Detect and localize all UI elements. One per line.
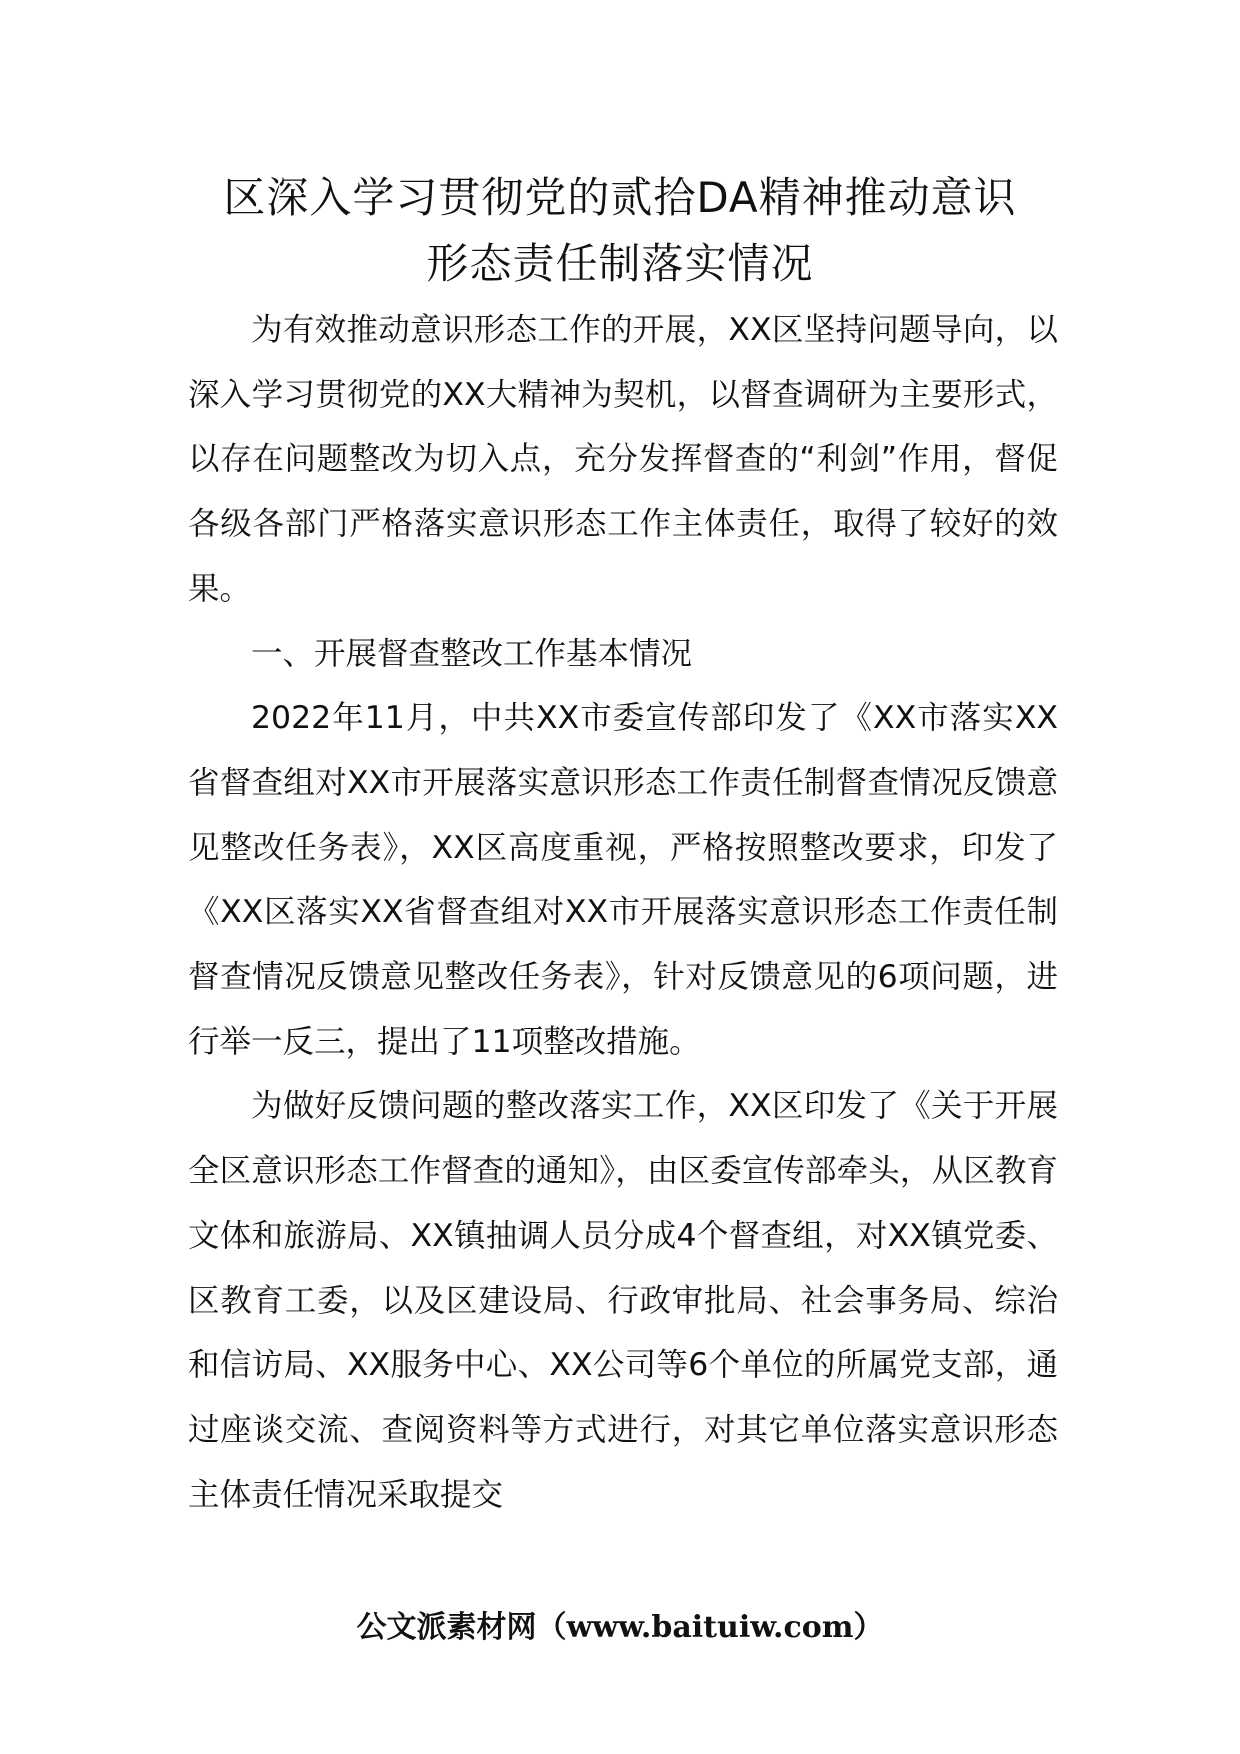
document-title-line-2: 形态责任制落实情况	[426, 239, 814, 288]
paragraph-inspection-groups: 为做好反馈问题的整改落实工作，XX区印发了《关于开展全区意识形态工作督查的通知》，由区委宣传部牵头，从区教育文体和旅游局、XX镇抽调人员分成4个督查组，对XX镇党委、区教育工委，以及区建设局、行政审批局、社会事务局、综治和信访局、XX服务中心、XX公司等6个单位的所属党支部，通过座谈交流、查阅资料等方式进行，对其它单位落实意识形态主体责任情况采取提交	[188, 1088, 1058, 1513]
section-heading-1: 一、开展督查整改工作基本情况	[251, 635, 693, 672]
document-title-line-1: 区深入学习贯彻党的贰拾DA精神推动意识	[223, 173, 1017, 222]
footer-watermark: 公文派素材网（www.baituiw.com）	[356, 1610, 884, 1645]
paragraph-2022-rectification: 2022年11月，中共XX市委宣传部印发了《XX市落实XX省督查组对XX市开展落实意识形态工作责任制督查情况反馈意见整改任务表》，XX区高度重视，严格按照整改要求，印发了《XX区落实XX省督查组对XX市开展落实意识形态工作责任制督查情况反馈意见整改任务表》，针对反馈意见的6项问题，进行举一反三，提出了11项整改措施。	[188, 700, 1058, 1060]
paragraph-intro: 为有效推动意识形态工作的开展，XX区坚持问题导向，以深入学习贯彻党的XX大精神为契机，以督查调研为主要形式，以存在问题整改为切入点，充分发挥督查的“利剑”作用，督促各级各部门严格落实意识形态工作主体责任，取得了较好的效果。	[188, 312, 1058, 607]
document-body	[188, 298, 1058, 1527]
